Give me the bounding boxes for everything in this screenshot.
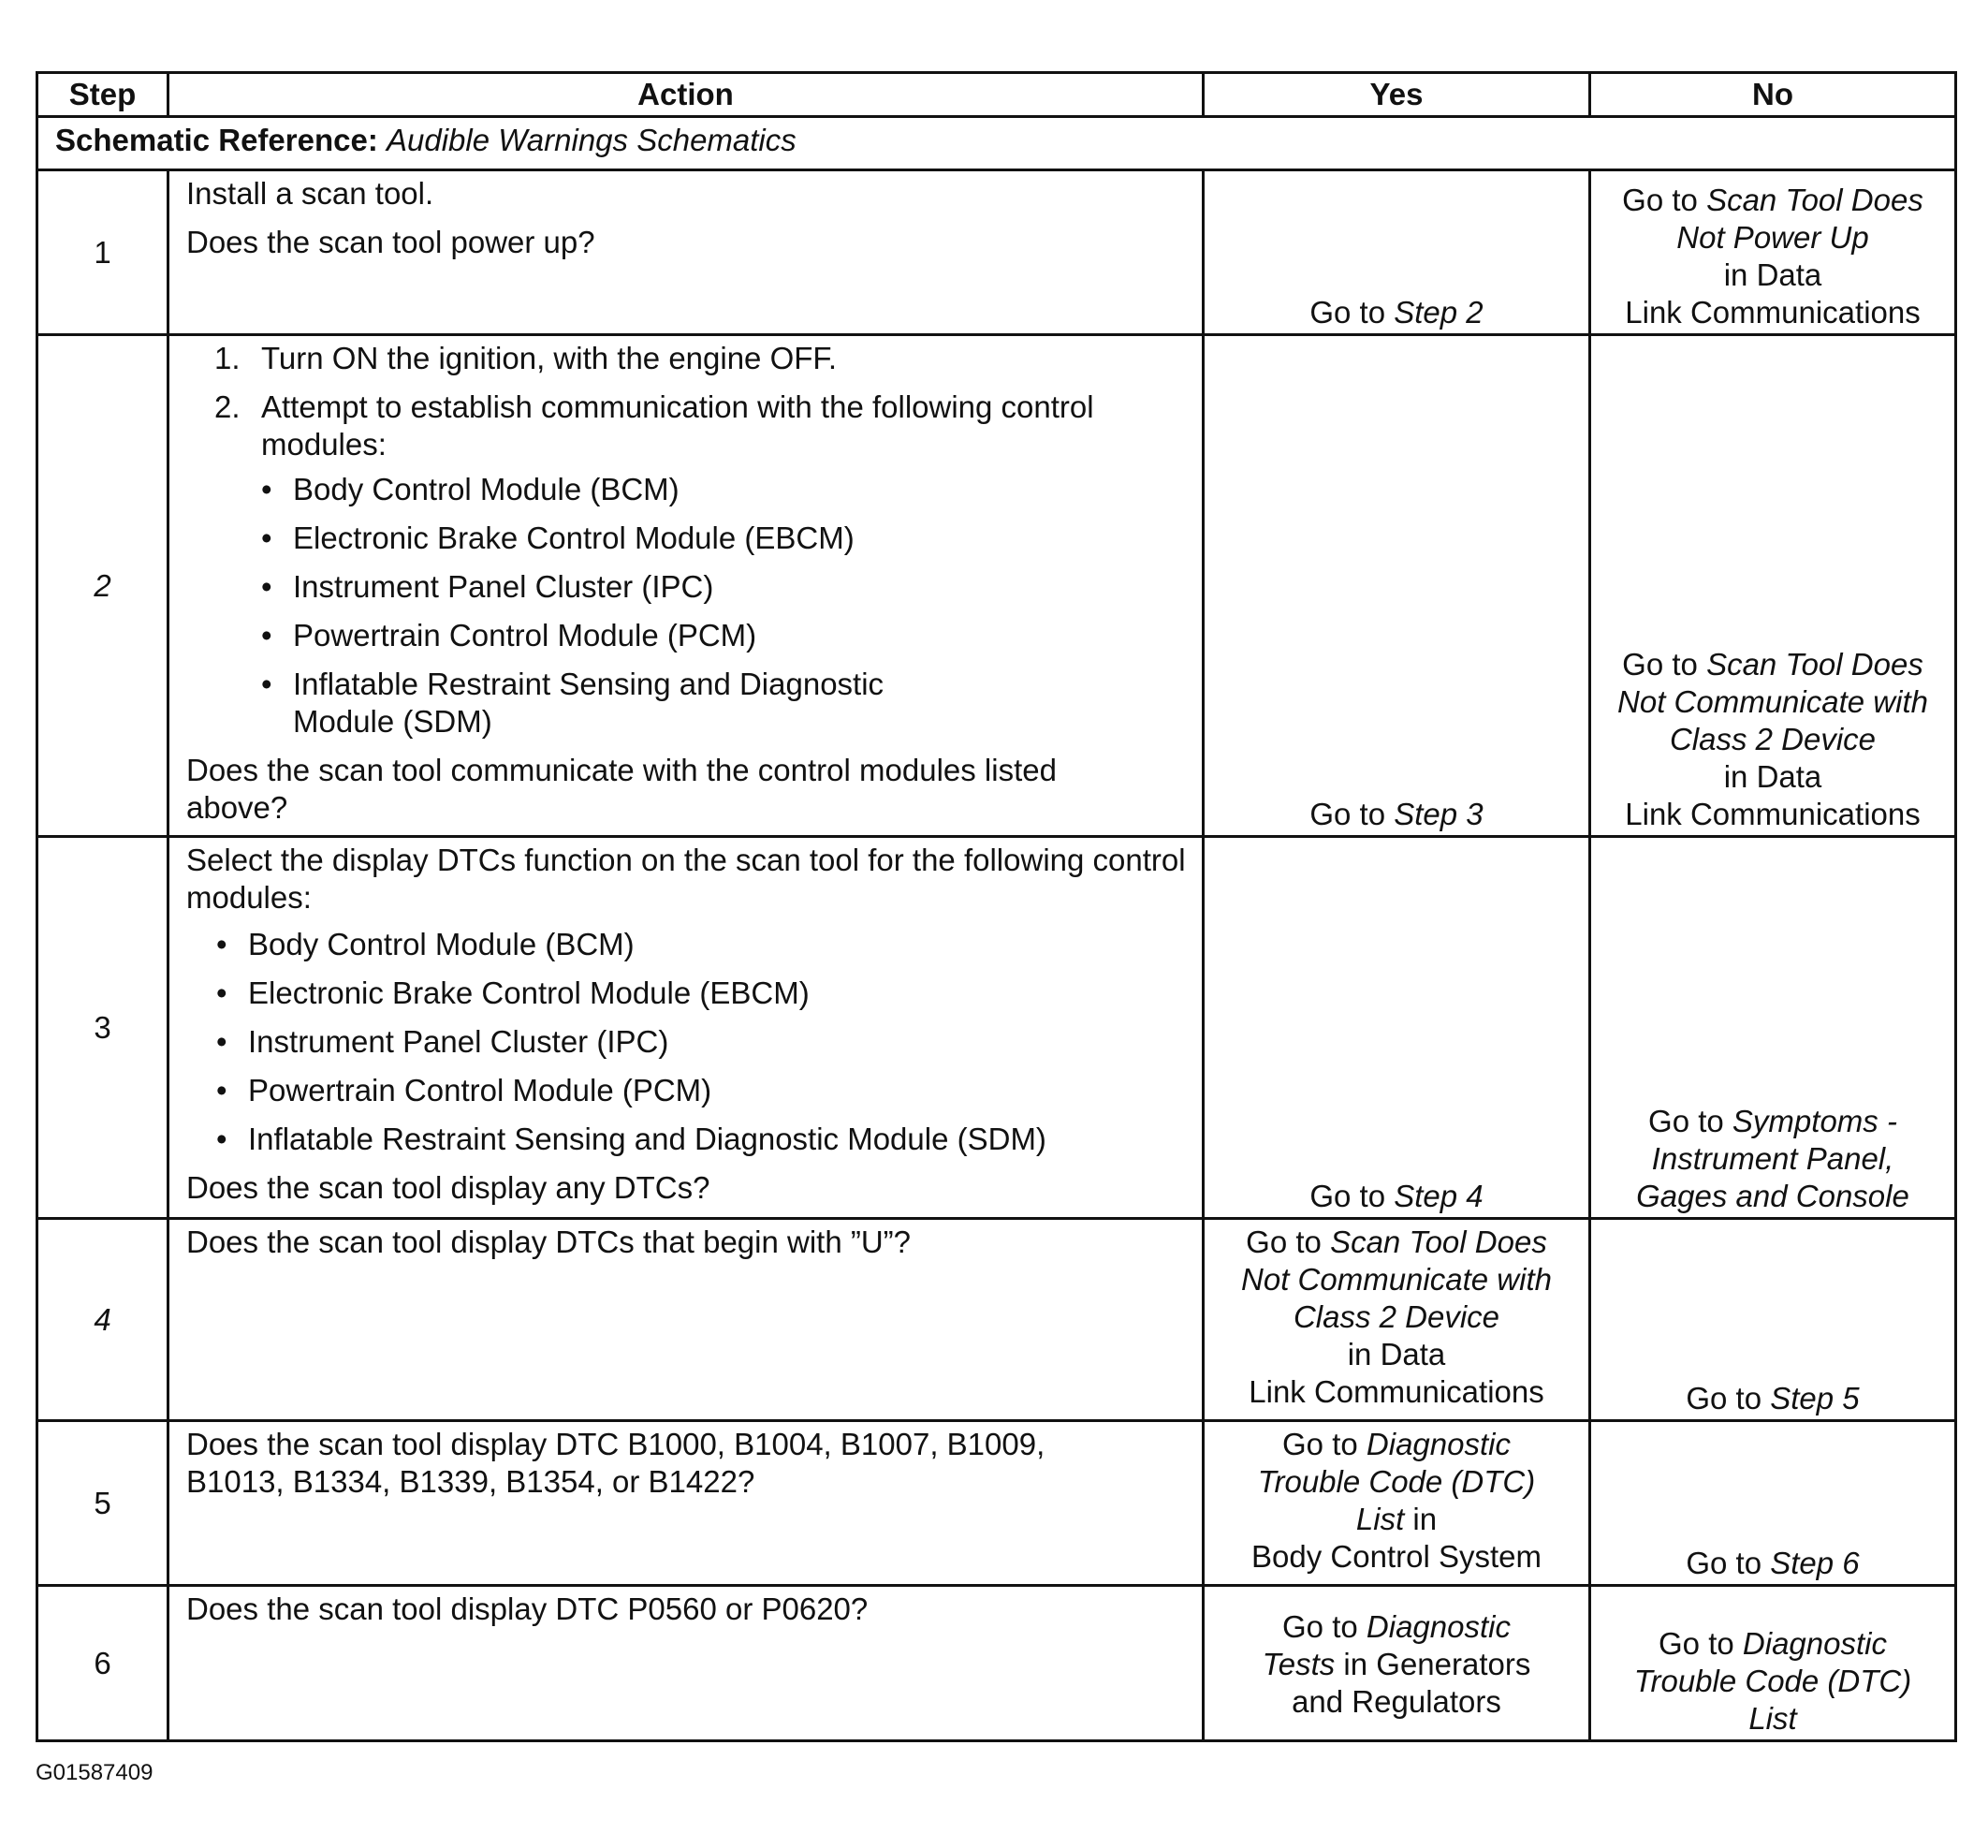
bullet-text: Inflatable Restraint Sensing and Diagnostic Module (SDM) [248, 1122, 1046, 1156]
bullet-item: • Electronic Brake Control Module (EBCM) [216, 975, 810, 1010]
schematic-reference-link[interactable]: Audible Warnings Schematics [387, 123, 797, 157]
step-link[interactable]: Step 4 [1394, 1179, 1484, 1213]
reference-link[interactable]: List [1748, 1701, 1797, 1736]
diagnostic-table [36, 71, 1957, 1742]
header-no: No [1590, 73, 1956, 117]
action-question: Does the scan tool display DTC P0560 or P0620? [186, 1591, 869, 1626]
reference-text: Link Communications [1625, 295, 1921, 330]
bullet-item: • Instrument Panel Cluster (IPC) [216, 1024, 669, 1059]
diagnostic-table-container [36, 71, 1954, 1742]
reference-text: Link Communications [1625, 797, 1921, 831]
no-cell [1590, 1219, 1956, 1421]
reference-text: in Data [1347, 1337, 1446, 1371]
reference-text: Body Control System [1251, 1539, 1542, 1574]
reference-link[interactable]: Diagnostic [1366, 1608, 1511, 1644]
bullet-text: Body Control Module (BCM) [248, 927, 635, 961]
bullet-text: Electronic Brake Control Module (EBCM) [248, 975, 810, 1010]
go-to-text: Go to [1246, 1225, 1331, 1259]
action-question: Does the scan tool power up? [186, 225, 595, 259]
action-cell [168, 837, 1204, 1219]
bullet-text: Powertrain Control Module (PCM) [248, 1073, 712, 1107]
bullet-item: • Powertrain Control Module (PCM) [216, 1073, 712, 1107]
bullet-list [261, 471, 1189, 741]
go-to-text: Go to [1648, 1104, 1732, 1138]
bullet-list [216, 926, 1189, 1158]
action-text: Select the display DTCs function on the scan tool for the following control modules: [186, 843, 1186, 915]
step-number: 2 [37, 335, 168, 837]
go-to-text: Go to [1686, 1546, 1771, 1580]
step-number: 5 [37, 1421, 168, 1586]
step-number: 1 [37, 170, 168, 335]
action-cell [168, 170, 1204, 335]
step-link[interactable]: Step 2 [1394, 295, 1484, 330]
bullet-item: • Body Control Module (BCM) [216, 927, 635, 961]
no-cell [1590, 335, 1956, 837]
reference-text: Link Communications [1249, 1374, 1544, 1409]
go-to-text: Go to [1309, 1179, 1395, 1213]
bullet-item: • Body Control Module (BCM) [261, 472, 680, 506]
step-number: 3 [37, 837, 168, 1219]
schematic-reference [37, 117, 1956, 170]
bullet-text: Instrument Panel Cluster (IPC) [293, 569, 714, 604]
go-to-text: Go to [1622, 183, 1707, 217]
table-row [37, 170, 1956, 335]
reference-link[interactable]: List [1355, 1502, 1405, 1536]
table-row [37, 837, 1956, 1219]
bullet-item: • Powertrain Control Module (PCM) [261, 618, 757, 653]
reference-text: in Data [1723, 759, 1822, 794]
list-item: 1. Turn ON the ignition, with the engine OFF. [214, 341, 838, 375]
go-to-text: Go to [1282, 1427, 1367, 1461]
reference-link[interactable]: Not Communicate with [1241, 1262, 1552, 1297]
reference-link[interactable]: Symptoms - [1732, 1104, 1897, 1138]
reference-link[interactable]: Scan Tool Does [1706, 647, 1923, 682]
bullet-item: • Inflatable Restraint Sensing and Diagnostic Module (SDM) [216, 1122, 1046, 1156]
step-link[interactable]: Step 5 [1770, 1381, 1860, 1415]
table-row [37, 1421, 1956, 1586]
figure-id: G01587409 [36, 1760, 153, 1785]
table-row [37, 1219, 1956, 1421]
action-cell [168, 335, 1204, 837]
go-to-text: Go to [1309, 797, 1395, 831]
bullet-text: Inflatable Restraint Sensing and Diagnostic Module (SDM) [293, 667, 884, 739]
go-to-text: Go to [1659, 1626, 1743, 1661]
yes-cell [1204, 837, 1590, 1219]
reference-link[interactable]: Diagnostic [1742, 1626, 1887, 1661]
go-to-text: Go to [1309, 295, 1395, 330]
action-question: Does the scan tool display DTCs that begin with ”U”? [186, 1225, 912, 1259]
reference-link[interactable]: Scan Tool Does [1706, 183, 1923, 217]
go-to-text: Go to [1622, 647, 1707, 682]
bullet-text: Electronic Brake Control Module (EBCM) [293, 521, 855, 555]
header-step: Step [37, 73, 168, 117]
reference-link[interactable]: Trouble Code (DTC) [1257, 1464, 1536, 1499]
reference-link[interactable]: Tests [1262, 1646, 1336, 1681]
action-question: Does the scan tool display any DTCs? [186, 1170, 710, 1205]
reference-link[interactable]: Trouble Code (DTC) [1633, 1664, 1912, 1698]
schematic-reference-row [37, 117, 1956, 170]
reference-link[interactable]: Class 2 Device [1293, 1299, 1500, 1334]
step-number: 6 [37, 1586, 168, 1741]
bullet-text: Powertrain Control Module (PCM) [293, 618, 757, 653]
reference-text: in [1404, 1502, 1438, 1536]
action-cell [168, 1219, 1204, 1421]
no-cell [1590, 1421, 1956, 1586]
reference-text: and Regulators [1292, 1683, 1501, 1719]
yes-cell [1204, 1421, 1590, 1586]
yes-cell [1204, 1219, 1590, 1421]
list-item-text: Attempt to establish communication with the following control modules: [261, 389, 1094, 462]
go-to-text: Go to [1282, 1608, 1367, 1644]
header-action: Action [168, 73, 1204, 117]
bullet-item: • Inflatable Restraint Sensing and Diagnostic Module (SDM) [261, 666, 935, 741]
go-to-text: Go to [1686, 1381, 1771, 1415]
yes-cell [1204, 335, 1590, 837]
reference-link[interactable]: Not Communicate with [1617, 684, 1928, 719]
reference-link[interactable]: Not Power Up [1676, 220, 1869, 255]
reference-link[interactable]: Class 2 Device [1669, 722, 1877, 756]
no-cell [1590, 837, 1956, 1219]
action-cell [168, 1586, 1204, 1741]
reference-text: in Generators [1335, 1646, 1531, 1681]
step-link[interactable]: Step 6 [1770, 1546, 1860, 1580]
yes-cell [1204, 170, 1590, 335]
bullet-text: Body Control Module (BCM) [293, 472, 680, 506]
no-cell [1590, 1586, 1956, 1741]
list-item-text: Turn ON the ignition, with the engine OFF. [261, 341, 838, 375]
reference-link[interactable]: Gages and Console [1636, 1179, 1909, 1213]
reference-link[interactable]: Diagnostic [1366, 1427, 1511, 1461]
reference-link[interactable]: Instrument Panel, [1651, 1141, 1894, 1176]
no-cell [1590, 170, 1956, 335]
reference-link[interactable]: Scan Tool Does [1330, 1225, 1547, 1259]
header-yes: Yes [1204, 73, 1590, 117]
table-row [37, 1586, 1956, 1741]
action-cell [168, 1421, 1204, 1586]
bullet-item: • Electronic Brake Control Module (EBCM) [261, 521, 855, 555]
list-item: 2. Attempt to establish communication with the following control modules: [214, 389, 1189, 463]
action-question: Does the scan tool display DTC B1000, B1004, B1007, B1009, B1013, B1334, B1339, B1354, or B1422? [186, 1427, 1045, 1499]
action-question: Does the scan tool communicate with the control modules listed above? [186, 753, 1057, 825]
numbered-list [214, 340, 1189, 741]
action-text: Install a scan tool. [186, 176, 434, 211]
step-link[interactable]: Step 3 [1394, 797, 1484, 831]
table-row [37, 335, 1956, 837]
schematic-reference-label: Schematic Reference: [55, 123, 378, 157]
yes-cell [1204, 1586, 1590, 1741]
step-number: 4 [37, 1219, 168, 1421]
header-row [37, 73, 1956, 117]
bullet-item: • Instrument Panel Cluster (IPC) [261, 569, 714, 604]
reference-text: in Data [1723, 257, 1822, 292]
bullet-text: Instrument Panel Cluster (IPC) [248, 1024, 669, 1059]
